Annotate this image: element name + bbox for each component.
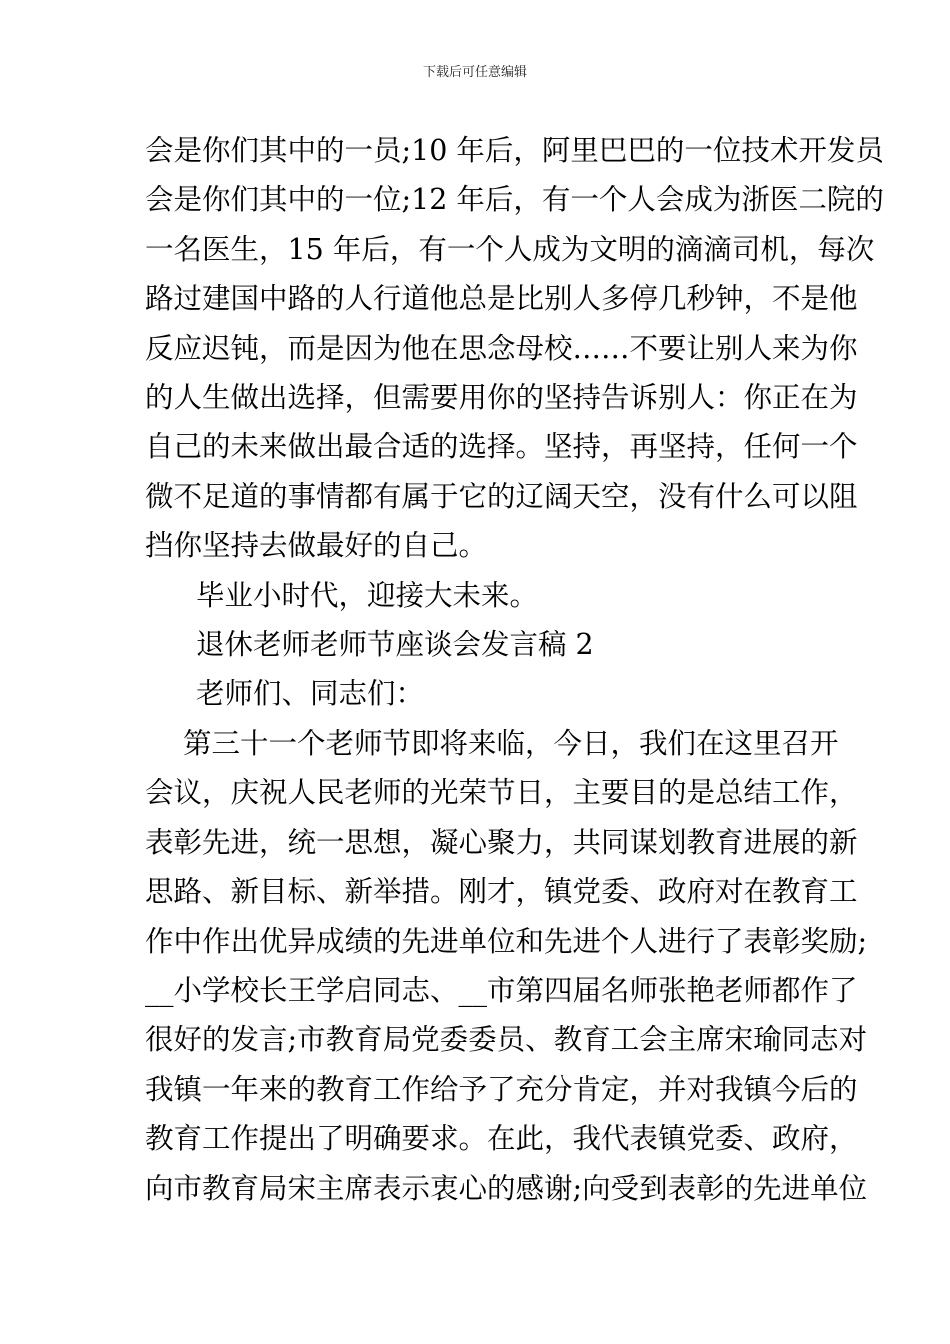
body-line: 教育工作提出了明确要求。在此，我代表镇党委、政府， [145, 1122, 858, 1156]
body-line: 会议，庆祝人民老师的光荣节日，主要目的是总结工作， [145, 776, 858, 810]
salutation: 老师们、同志们： [196, 677, 425, 711]
closing-slogan: 毕业小时代，迎接大未来。 [196, 578, 539, 612]
body-line: 第三十一个老师节即将来临，今日，我们在这里召开 [183, 726, 839, 760]
page-header [0, 64, 950, 82]
body-line: 路过建国中路的人行道他总是比别人多停几秒钟，不是他 [145, 282, 858, 316]
body-line: 思路、新目标、新举措。刚才，镇党委、政府对在教育工 [145, 875, 858, 909]
body-line: 表彰先进，统一思想，凝心聚力，共同谋划教育进展的新 [145, 825, 858, 859]
body-line: 作中作出优异成绩的先进单位和先进个人进行了表彰奖励; [145, 924, 868, 958]
section-title: 退休老师老师节座谈会发言稿 2 [196, 628, 594, 662]
body-line: 很好的发言;市教育局党委委员、教育工会主席宋瑜同志对 [145, 1023, 868, 1057]
header-text: 下载后可任意编辑 [422, 65, 527, 80]
body-line: 反应迟钝，而是因为他在思念母校……不要让别人来为你 [145, 331, 858, 365]
body-line: 我镇一年来的教育工作给予了充分肯定，并对我镇今后的 [145, 1072, 858, 1106]
body-line: 一名医生，15 年后，有一个人成为文明的滴滴司机，每次 [145, 232, 875, 266]
document-body [145, 126, 884, 1213]
body-line: 自己的未来做出最合适的选择。坚持，再坚持，任何一个 [145, 430, 858, 464]
body-line: 微不足道的事情都有属于它的辽阔天空，没有什么可以阻 [145, 479, 858, 513]
body-line: 会是你们其中的一员;10 年后，阿里巴巴的一位技术开发员 [145, 134, 884, 167]
body-line: 向市教育局宋主席表示衷心的感谢;向受到表彰的先进单位 [145, 1171, 868, 1205]
body-line: 挡你坚持去做最好的自己。 [145, 529, 488, 563]
body-line: __小学校长王学启同志、__市第四届名师张艳老师都作了 [145, 973, 858, 1007]
body-line: 会是你们其中的一位;12 年后，有一个人会成为浙医二院的 [145, 183, 884, 217]
body-line: 的人生做出选择，但需要用你的坚持告诉别人：你正在为 [145, 381, 858, 415]
